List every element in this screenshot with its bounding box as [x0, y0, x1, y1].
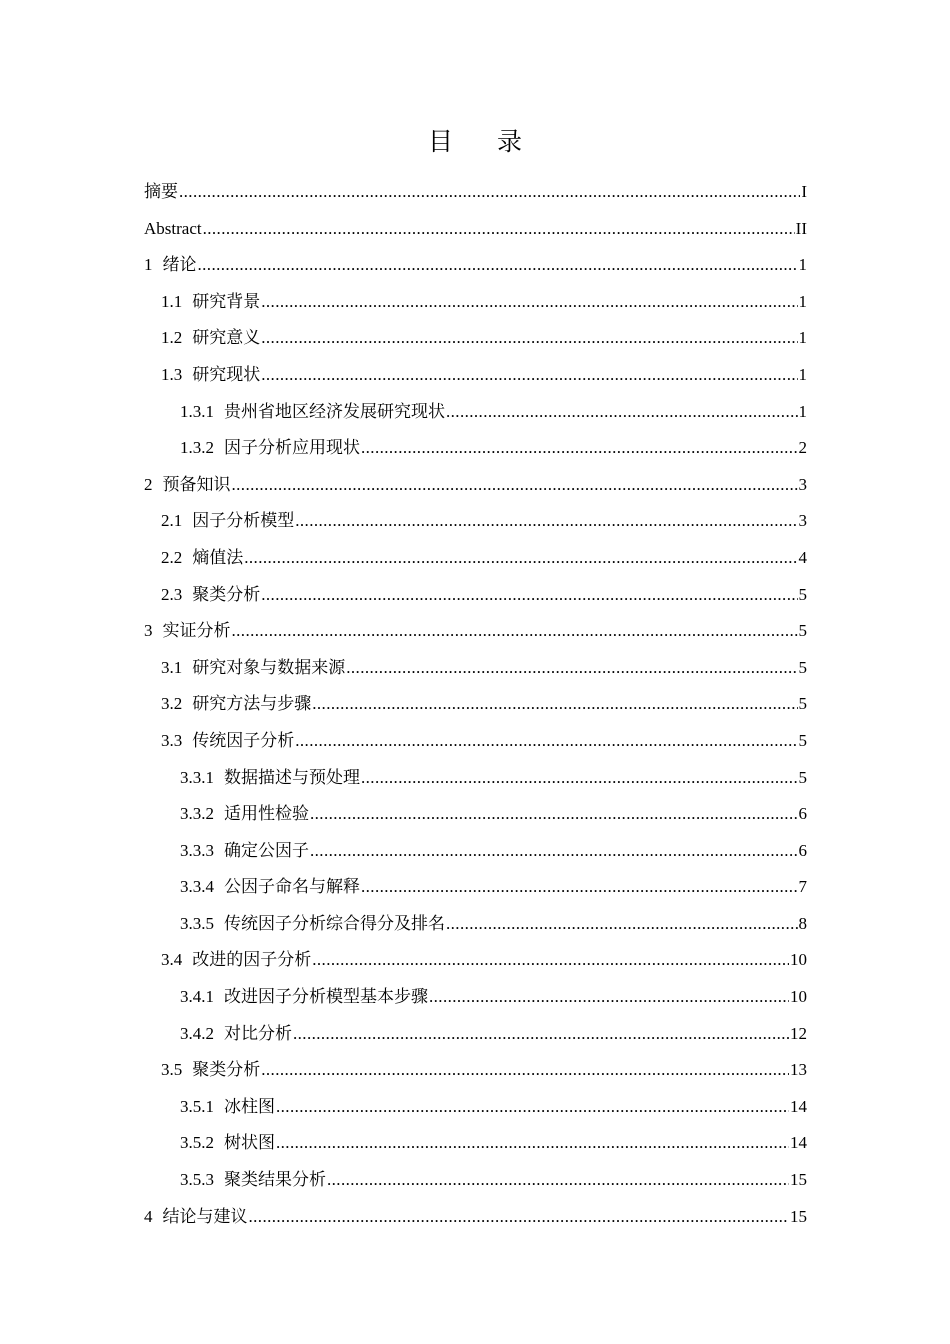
toc-entry-page-number: 5: [798, 730, 807, 750]
toc-entry-number: 1.2: [161, 328, 183, 348]
toc-entry-number: 3: [144, 621, 153, 641]
toc-entry-title: 研究意义: [192, 328, 261, 348]
toc-entry-title: 聚类结果分析: [224, 1170, 326, 1190]
toc-dot-leader: [295, 723, 797, 760]
toc-entry[interactable]: [144, 503, 807, 540]
toc-dot-leader: [198, 247, 798, 284]
toc-entry-title: 研究背景: [192, 291, 261, 311]
toc-entry-title: 聚类分析: [192, 584, 261, 604]
toc-entry[interactable]: [144, 247, 807, 284]
toc-entry-title: 改进的因子分析: [192, 950, 312, 970]
toc-entry-title: 结论与建议: [162, 1206, 248, 1226]
toc-entry-title: 传统因子分析综合得分及排名: [224, 913, 445, 933]
toc-entry-title: 传统因子分析: [192, 730, 295, 750]
toc-dot-leader: [446, 906, 798, 943]
toc-entry-title: 贵州省地区经济发展研究现状: [224, 401, 445, 421]
toc-entry-title: 熵值法: [192, 547, 244, 567]
toc-dot-leader: [203, 211, 795, 248]
toc-entry[interactable]: [144, 1089, 807, 1126]
toc-entry-title: 绪论: [162, 255, 197, 275]
toc-entry-number: 3.4.2: [180, 1023, 214, 1043]
toc-entry-title: 公因子命名与解释: [224, 877, 360, 897]
toc-entry[interactable]: [144, 1052, 807, 1089]
toc-entry-title: 摘要: [144, 182, 178, 201]
toc-entry-number: 1.3: [161, 364, 183, 384]
toc-entry-page-number: 7: [798, 877, 807, 897]
toc-entry-page-number: 5: [798, 694, 807, 714]
toc-entry[interactable]: [144, 869, 807, 906]
toc-dot-leader: [327, 1162, 789, 1199]
toc-entry-page-number: 12: [790, 1023, 807, 1043]
toc-dot-leader: [361, 869, 798, 906]
toc-entry[interactable]: [144, 174, 807, 211]
toc-dot-leader: [261, 357, 797, 394]
toc-entry-title: 因子分析应用现状: [224, 438, 360, 458]
toc-entry[interactable]: [144, 284, 807, 321]
toc-entry-title: 研究方法与步骤: [192, 694, 312, 714]
page-title: 目 录: [428, 127, 540, 156]
toc-dot-leader: [232, 467, 798, 504]
toc-entry-title: 数据描述与预处理: [224, 767, 360, 787]
toc-entry-page-number: 6: [798, 840, 807, 860]
toc-entry[interactable]: [144, 1162, 807, 1199]
toc-entry-page-number: 3: [798, 474, 807, 494]
toc-entry-page-number: 14: [790, 1133, 807, 1153]
toc-dot-leader: [310, 796, 798, 833]
toc-entry-number: 3.4: [161, 950, 183, 970]
toc-entry-title: 树状图: [224, 1133, 275, 1153]
toc-entry-number: 1.1: [161, 291, 183, 311]
toc-entry[interactable]: [144, 1199, 807, 1236]
toc-entry-page-number: 1: [798, 328, 807, 348]
toc-dot-leader: [232, 613, 798, 650]
toc-entry[interactable]: [144, 394, 807, 431]
toc-entry-title: 冰柱图: [224, 1096, 275, 1116]
toc-entry-page-number: 1: [798, 364, 807, 384]
toc-entry[interactable]: [144, 1125, 807, 1162]
toc-entry-page-number: II: [795, 218, 807, 238]
toc-entry-page-number: 10: [790, 950, 807, 970]
toc-entry-page-number: 1: [798, 291, 807, 311]
toc-entry[interactable]: [144, 467, 807, 504]
toc-entry-number: 3.3.3: [180, 840, 214, 860]
toc-entry[interactable]: [144, 796, 807, 833]
toc-entry-title: 对比分析: [224, 1023, 292, 1043]
toc-entry-number: 2.1: [161, 511, 183, 531]
toc-dot-leader: [276, 1125, 789, 1162]
toc-entry[interactable]: [144, 320, 807, 357]
toc-entry[interactable]: [144, 906, 807, 943]
toc-dot-leader: [295, 503, 797, 540]
toc-dot-leader: [261, 577, 797, 614]
toc-entry-page-number: 1: [798, 401, 807, 421]
toc-entry-number: 3.5.3: [180, 1170, 214, 1190]
toc-entry-page-number: 15: [790, 1206, 807, 1226]
toc-dot-leader: [429, 979, 789, 1016]
toc-entry-number: 1.3.1: [180, 401, 214, 421]
toc-entry[interactable]: [144, 979, 807, 1016]
toc-dot-leader: [361, 430, 798, 467]
toc-entry-number: 3.3.2: [180, 804, 214, 824]
toc-entry-page-number: 5: [798, 657, 807, 677]
toc-dot-leader: [310, 833, 798, 870]
toc-dot-leader: [261, 284, 797, 321]
toc-entry-title: 确定公因子: [224, 840, 309, 860]
toc-entry-page-number: 5: [798, 584, 807, 604]
toc-entry-page-number: 3: [798, 511, 807, 531]
toc-entry[interactable]: [144, 760, 807, 797]
toc-entry-title: 聚类分析: [192, 1060, 261, 1080]
toc-entry[interactable]: [144, 833, 807, 870]
toc-entry-number: 3.4.1: [180, 987, 214, 1007]
toc-entry-title: 研究对象与数据来源: [192, 657, 346, 677]
toc-entry[interactable]: [144, 430, 807, 467]
toc-entry-number: 2.2: [161, 547, 183, 567]
toc-entry-page-number: 14: [790, 1096, 807, 1116]
toc-entry[interactable]: [144, 613, 807, 650]
toc-entry-title: 因子分析模型: [192, 511, 295, 531]
toc-entry-page-number: 2: [798, 438, 807, 458]
toc-entry-page-number: 8: [798, 913, 807, 933]
toc-entry-number: 3.3.4: [180, 877, 214, 897]
toc-entry-number: 4: [144, 1206, 153, 1226]
toc-dot-leader: [293, 1016, 789, 1053]
toc-entry-page-number: 1: [798, 255, 807, 275]
toc-entry-title: 改进因子分析模型基本步骤: [224, 987, 428, 1007]
toc-dot-leader: [249, 1199, 790, 1236]
toc-entry-number: 3.5.1: [180, 1096, 214, 1116]
toc-entry-page-number: 5: [798, 767, 807, 787]
toc-entry[interactable]: [144, 577, 807, 614]
toc-entry-number: 3.2: [161, 694, 183, 714]
toc-dot-leader: [446, 394, 798, 431]
toc-entry-number: 3.1: [161, 657, 183, 677]
toc-dot-leader: [346, 650, 797, 687]
toc-entry[interactable]: [144, 1016, 807, 1053]
table-of-contents: [144, 174, 807, 1235]
toc-dot-leader: [244, 540, 797, 577]
toc-dot-leader: [276, 1089, 789, 1126]
toc-entry-title: 适用性检验: [224, 804, 309, 824]
toc-entry-page-number: I: [801, 182, 807, 201]
toc-entry-number: 3.5: [161, 1060, 183, 1080]
toc-entry-number: 3.3.1: [180, 767, 214, 787]
toc-entry-number: 3.5.2: [180, 1133, 214, 1153]
toc-entry[interactable]: [144, 540, 807, 577]
toc-entry-page-number: 10: [790, 987, 807, 1007]
toc-entry[interactable]: [144, 723, 807, 760]
toc-dot-leader: [312, 686, 797, 723]
toc-entry-page-number: 6: [798, 804, 807, 824]
toc-entry-page-number: 4: [798, 547, 807, 567]
toc-entry-page-number: 15: [790, 1170, 807, 1190]
toc-entry-number: 2: [144, 474, 153, 494]
toc-entry[interactable]: [144, 211, 807, 248]
toc-entry-page-number: 5: [798, 621, 807, 641]
toc-dot-leader: [261, 1052, 789, 1089]
toc-dot-leader: [312, 942, 789, 979]
toc-entry-number: 1: [144, 255, 153, 275]
toc-entry-title: 实证分析: [162, 621, 231, 641]
toc-entry-number: 3.3: [161, 730, 183, 750]
toc-entry[interactable]: [144, 942, 807, 979]
toc-entry-number: 3.3.5: [180, 913, 214, 933]
toc-entry[interactable]: [144, 650, 807, 687]
toc-entry-page-number: 13: [790, 1060, 807, 1080]
toc-entry-number: 1.3.2: [180, 438, 214, 458]
toc-dot-leader: [261, 320, 797, 357]
toc-dot-leader: [179, 174, 800, 211]
toc-entry-title: 研究现状: [192, 364, 261, 384]
toc-dot-leader: [361, 760, 798, 797]
toc-entry-title: 预备知识: [162, 474, 231, 494]
toc-entry[interactable]: [144, 357, 807, 394]
toc-entry-number: 2.3: [161, 584, 183, 604]
toc-entry[interactable]: [144, 686, 807, 723]
toc-entry-title: Abstract: [144, 218, 202, 238]
